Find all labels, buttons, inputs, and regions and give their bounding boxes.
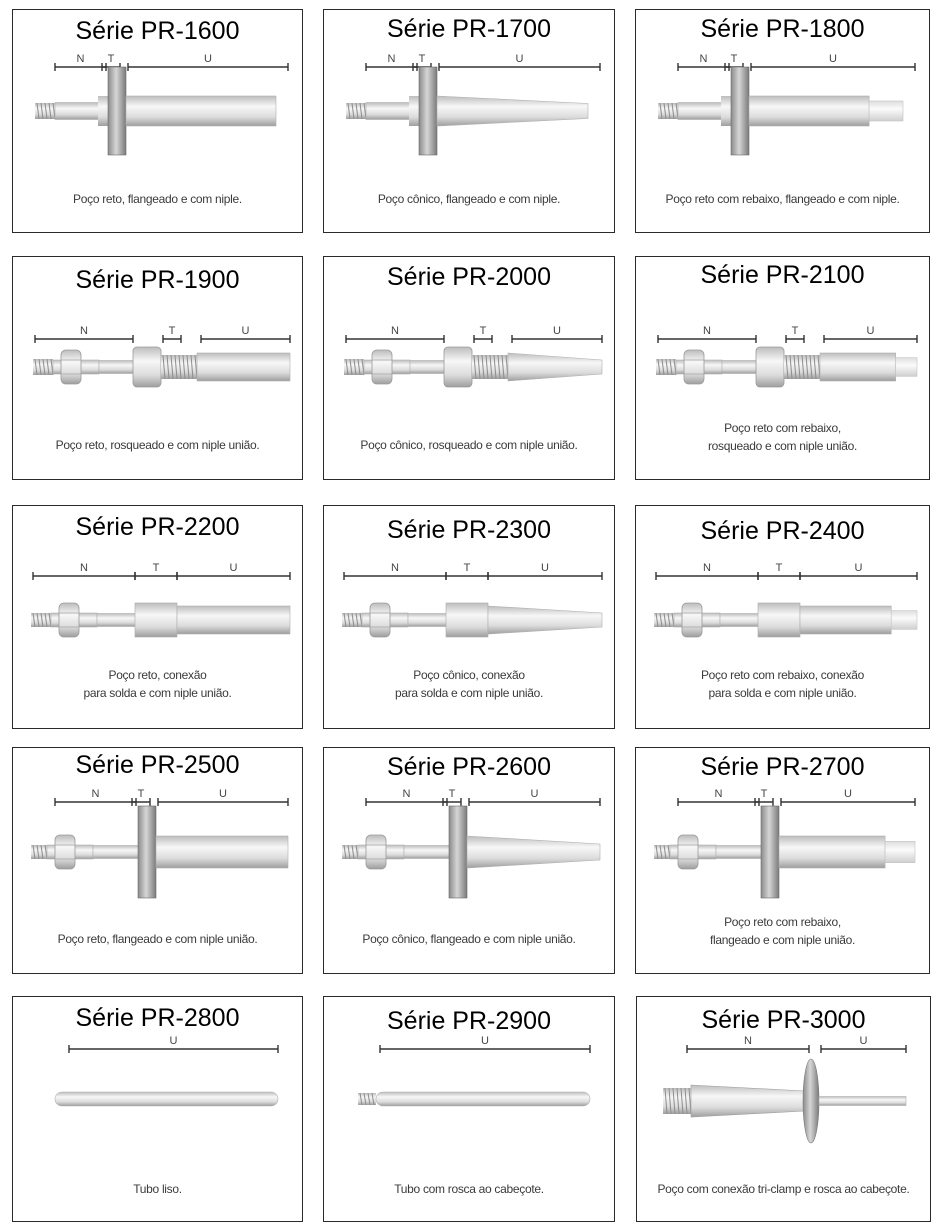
union-nut	[370, 603, 390, 637]
card-pr-3000	[636, 996, 931, 1222]
cards.8.icon	[636, 506, 931, 666]
dimension-label: T	[463, 562, 471, 574]
stem	[408, 614, 448, 627]
union-nut	[59, 603, 79, 637]
card-description: Poço reto com rebaixo, rosqueado e com niple união.	[707, 421, 858, 453]
stem	[197, 353, 290, 381]
stem	[720, 614, 760, 627]
stem	[156, 836, 288, 868]
stem	[410, 361, 446, 374]
cards.7.icon	[324, 506, 616, 666]
collar	[98, 96, 108, 126]
dimension-label: U	[854, 562, 863, 574]
dimension-label: T	[448, 788, 456, 800]
dimension-label: U	[219, 788, 227, 800]
dimension-label: U	[541, 562, 549, 574]
dimension-label: U	[844, 788, 852, 800]
stem	[678, 103, 722, 120]
union-nut	[682, 603, 702, 637]
card-pr-2800	[12, 996, 303, 1222]
card-description: Tubo liso.	[133, 1182, 182, 1196]
cards.2.icon	[636, 10, 931, 170]
stem	[722, 361, 758, 374]
card-description: Poço reto, flangeado e com niple.	[73, 192, 242, 206]
dimension-label: T	[791, 325, 799, 337]
flange	[731, 67, 749, 155]
dimension-label: U	[866, 325, 875, 337]
stem	[177, 606, 290, 634]
card-pr-1700	[323, 9, 615, 233]
card-pr-2300	[323, 505, 615, 729]
flange	[108, 67, 126, 155]
stepped-tip	[896, 358, 917, 377]
dimension-label: N	[402, 788, 411, 800]
weld-socket	[446, 603, 488, 637]
card-pr-2900	[323, 996, 615, 1222]
card-description: Tubo com rosca ao cabeçote.	[394, 1182, 544, 1196]
dimension-label: N	[391, 325, 399, 337]
card-pr-2000	[323, 256, 615, 480]
hex-body	[444, 347, 472, 387]
card-title: Série PR-2800	[75, 1004, 240, 1032]
stem	[749, 96, 869, 126]
cards.6.icon	[13, 506, 304, 666]
union-nut	[684, 350, 704, 384]
stem	[366, 103, 410, 120]
union-nut	[678, 835, 698, 869]
stem	[404, 846, 450, 859]
card-description: Poço com conexão tri-clamp e rosca ao cabeçote.	[657, 1182, 910, 1196]
stem	[93, 846, 139, 859]
flange	[449, 806, 467, 898]
cards.3.icon	[13, 257, 304, 417]
tapered-stem	[508, 353, 602, 381]
dimension-label: T	[479, 325, 487, 337]
card-pr-2500	[12, 747, 303, 974]
dimension-label: U	[481, 1035, 489, 1047]
dimension-label: U	[553, 325, 561, 337]
union-nut	[366, 835, 386, 869]
cards.9.icon	[13, 748, 304, 908]
card-title: Série PR-1900	[75, 266, 240, 294]
weld-socket	[135, 603, 177, 637]
dimension-label: U	[829, 53, 837, 65]
cards.5.icon	[636, 257, 931, 417]
collar	[721, 96, 731, 126]
stem	[99, 361, 135, 374]
cards.1.icon	[324, 10, 616, 170]
stepped-tip	[891, 611, 917, 630]
cards.11.icon	[636, 748, 931, 908]
stepped-tip	[885, 841, 915, 862]
card-description: Poço reto, conexão para solda e com niple união.	[83, 668, 232, 700]
dimension-label: T	[418, 53, 426, 65]
dimension-label: U	[169, 1035, 178, 1047]
dimension-label: U	[859, 1035, 868, 1047]
dimension-label: T	[730, 53, 738, 65]
dimension-label: N	[80, 562, 88, 574]
card-title: Série PR-2000	[387, 263, 551, 291]
dimension-label: T	[137, 788, 145, 800]
tri-clamp-ferrule	[803, 1059, 819, 1143]
hex-body	[133, 347, 161, 387]
card-title: Série PR-2300	[387, 516, 551, 544]
card-description: Poço reto, flangeado e com niple união.	[57, 932, 258, 946]
dimension-label: N	[391, 562, 399, 574]
dimension-label: N	[703, 325, 711, 337]
stepped-tip	[869, 101, 903, 121]
cards.0.icon	[13, 10, 304, 170]
card-title: Série PR-2700	[700, 753, 865, 781]
union-nut	[372, 350, 392, 384]
stem	[800, 606, 891, 634]
dimension-label: N	[744, 1035, 752, 1047]
stem	[97, 614, 137, 627]
dimension-label: U	[241, 325, 250, 337]
union-nut	[61, 350, 81, 384]
card-description: Poço reto com rebaixo, flangeado e com niple.	[665, 192, 900, 206]
flange	[138, 806, 156, 898]
tapered-stem	[467, 836, 600, 868]
card-description: Poço cônico, conexão para solda e com niple união.	[394, 668, 544, 700]
tube	[55, 1092, 278, 1106]
stem	[819, 1097, 906, 1106]
card-description: Poço cônico, flangeado e com niple.	[377, 192, 561, 206]
dimension-label: N	[91, 788, 100, 800]
dimension-label: T	[152, 562, 160, 574]
card-description: Poço reto com rebaixo, flangeado e com niple união.	[709, 915, 856, 947]
card-description: Poço reto com rebaixo, conexão para solda e com niple união.	[700, 668, 865, 700]
tube	[376, 1092, 590, 1106]
card-pr-2700	[635, 747, 930, 974]
card-title: Série PR-2100	[700, 261, 865, 289]
card-title: Série PR-2200	[75, 513, 240, 541]
dimension-label: U	[229, 562, 238, 574]
cards.4.icon	[324, 257, 616, 417]
collar	[409, 96, 419, 126]
hex-body	[756, 347, 784, 387]
card-pr-1800	[635, 9, 930, 233]
card-title: Série PR-2400	[700, 517, 865, 545]
dimension-label: T	[168, 325, 176, 337]
card-title: Série PR-2500	[75, 751, 240, 779]
card-title: Série PR-2900	[387, 1007, 551, 1035]
dimension-label: N	[76, 53, 85, 65]
flange	[419, 67, 437, 155]
dimension-label: N	[714, 788, 723, 800]
dimension-label: N	[703, 562, 711, 574]
dimension-label: T	[107, 53, 115, 65]
tapered-stem	[437, 96, 588, 126]
card-title: Série PR-3000	[701, 1006, 866, 1034]
cards.12.icon	[13, 997, 304, 1157]
stem	[716, 846, 762, 859]
dimension-label: T	[760, 788, 768, 800]
dimension-label: U	[530, 788, 539, 800]
conical-body	[691, 1085, 805, 1117]
dimension-label: U	[515, 53, 524, 65]
cards.10.icon	[324, 748, 616, 908]
card-pr-1900	[12, 256, 303, 480]
card-title: Série PR-1600	[75, 17, 240, 45]
flange	[761, 806, 779, 898]
cards.13.icon	[324, 997, 616, 1157]
stem	[779, 836, 885, 868]
dimension-label: N	[80, 325, 88, 337]
card-pr-2200	[12, 505, 303, 729]
card-pr-2600	[323, 747, 615, 974]
card-title: Série PR-2600	[387, 753, 551, 781]
stem	[55, 103, 99, 120]
dimension-label: U	[204, 53, 212, 65]
card-description: Poço cônico, rosqueado e com niple união.	[360, 438, 578, 452]
card-title: Série PR-1700	[387, 15, 551, 43]
dimension-label: N	[387, 53, 396, 65]
card-pr-1600	[12, 9, 303, 233]
card-title: Série PR-1800	[700, 15, 865, 43]
stem	[820, 353, 896, 381]
card-description: Poço reto, rosqueado e com niple união.	[55, 438, 260, 452]
card-pr-2400	[635, 505, 930, 729]
union-nut	[55, 835, 75, 869]
card-description: Poço cônico, flangeado e com niple união.	[362, 932, 576, 946]
tapered-stem	[488, 606, 602, 634]
stem	[126, 96, 276, 126]
cards.14.icon	[637, 997, 932, 1157]
weld-socket	[758, 603, 800, 637]
card-pr-2100	[635, 256, 930, 480]
dimension-label: T	[775, 562, 783, 574]
dimension-label: N	[699, 53, 708, 65]
